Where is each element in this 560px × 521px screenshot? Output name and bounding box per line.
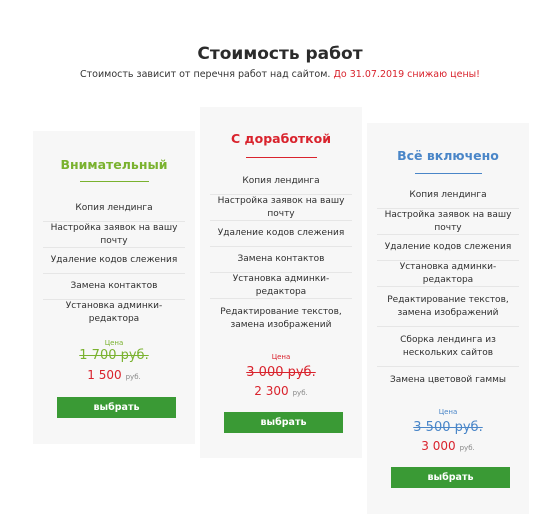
- price-label: Цена: [104, 339, 124, 347]
- feature-item: Редактирование текстов, замена изображений: [377, 287, 519, 327]
- price-label: Цена: [438, 408, 458, 416]
- select-button[interactable]: выбрать: [57, 397, 176, 418]
- feature-item: Установка админки-редактора: [377, 261, 519, 287]
- old-price: 3 500 руб.: [413, 420, 483, 435]
- feature-item: Копия лендинга: [377, 183, 519, 209]
- page-title: Стоимость работ: [197, 44, 363, 64]
- plan-card-with-edits: [200, 107, 362, 458]
- plan-name-underline: [80, 181, 149, 182]
- feature-item: Настройка заявок на вашу почту: [210, 195, 352, 221]
- feature-list: [210, 169, 352, 339]
- feature-item: Копия лендинга: [210, 169, 352, 195]
- feature-item: Удаление кодов слежения: [210, 221, 352, 247]
- plan-name-underline: [415, 173, 482, 174]
- new-price-value: 2 300: [254, 384, 289, 398]
- select-button[interactable]: выбрать: [391, 467, 510, 488]
- plan-name: Всё включено: [397, 148, 499, 163]
- select-button[interactable]: выбрать: [224, 412, 343, 433]
- plan-name: С доработкой: [231, 131, 331, 146]
- currency: руб.: [125, 373, 141, 381]
- feature-item: Установка админки-редактора: [210, 273, 352, 299]
- feature-list: [377, 183, 519, 393]
- plan-name: Внимательный: [60, 157, 168, 172]
- page-subtitle: [0, 69, 560, 80]
- feature-item: Замена контактов: [43, 274, 185, 300]
- old-price: 3 000 руб.: [246, 365, 316, 380]
- feature-item: Удаление кодов слежения: [377, 235, 519, 261]
- plan-card-all-inclusive: [367, 123, 529, 514]
- currency: руб.: [292, 389, 308, 397]
- new-price: [200, 384, 362, 398]
- feature-list: [43, 196, 185, 326]
- feature-item: Сборка лендинга из нескольких сайтов: [377, 327, 519, 367]
- subtitle-promo: До 31.07.2019 снижаю цены!: [333, 69, 480, 80]
- feature-item: Настройка заявок на вашу почту: [43, 222, 185, 248]
- feature-item: Установка админки-редактора: [65, 301, 163, 324]
- plan-name-underline: [246, 157, 317, 158]
- new-price-value: 1 500: [87, 368, 122, 382]
- feature-item: Удаление кодов слежения: [43, 248, 185, 274]
- feature-item: Замена цветовой гаммы: [389, 374, 507, 385]
- currency: руб.: [459, 444, 475, 452]
- feature-item: Копия лендинга: [43, 196, 185, 222]
- new-price: [367, 439, 529, 453]
- feature-item: Редактирование текстов, замена изображений: [220, 307, 342, 330]
- plan-card-attentive: [33, 131, 195, 444]
- old-price: 1 700 руб.: [79, 348, 149, 363]
- price-label: Цена: [271, 353, 291, 361]
- feature-item: Замена контактов: [210, 247, 352, 273]
- new-price: [33, 368, 195, 382]
- subtitle-text: Стоимость зависит от перечня работ над сайтом.: [80, 69, 331, 80]
- feature-item: Настройка заявок на вашу почту: [377, 209, 519, 235]
- new-price-value: 3 000: [421, 439, 456, 453]
